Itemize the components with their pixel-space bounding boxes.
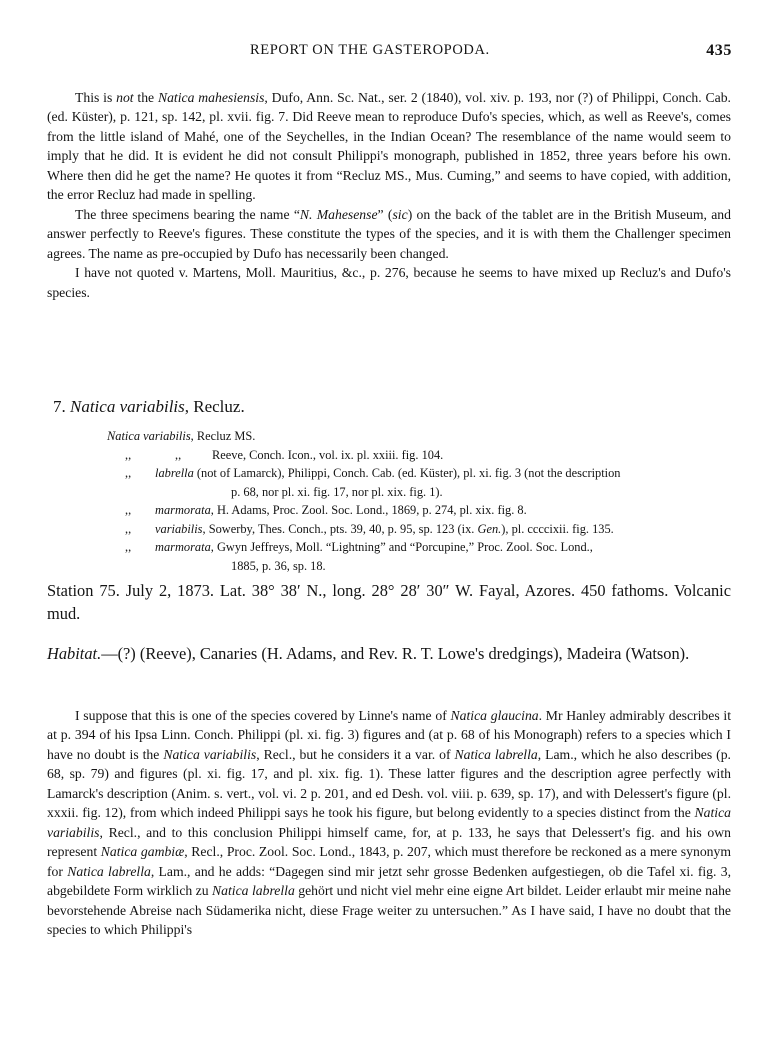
- synonymy-continuation: 1885, p. 36, sp. 18.: [231, 558, 326, 573]
- opening-paragraphs: [47, 88, 731, 302]
- synonymy-list: [107, 427, 727, 575]
- running-title: REPORT ON THE GASTEROPODA.: [250, 42, 490, 58]
- species-author: , Recluz.: [184, 397, 245, 416]
- paragraph-not-mahesiensis: This is not the Natica mahesiensis, Dufo, Ann. Sc. Nat., ser. 2 (1840), vol. xiv. p. 193, nor (?) of Philippi, Conch. Cab. (ed. Küster), p. 121, sp. 142, pl. xvii. fig. 7. Did Reeve mean to reproduce Dufo's species, which, as well as Reeve's, comes from the little island of Mahé, one of the Seychelles, in the Indian Ocean? The resemblance of the name would seem to imply that he did. It is evident he did not consult Philippi's monograph, published in 1852, three years before his own. Where then did he get the name? He quotes it from “Recluz MS., Mus. Cuming,” and seems to have copied, with addition, the error Recluz had made in spelling.: [47, 90, 731, 203]
- species-number: 7.: [53, 397, 66, 416]
- paragraph-martens: I have not quoted v. Martens, Moll. Mauritius, &c., p. 276, because he seems to have mixed up Recluz's and Dufo's species.: [47, 265, 731, 300]
- habitat-record: [47, 643, 731, 666]
- synonymy-entry: ,, marmorata, Gwyn Jeffreys, Moll. “Lightning” and “Porcupine,” Proc. Zool. Soc. Lond.,: [125, 540, 593, 554]
- species-name: Natica variabilis: [70, 397, 185, 416]
- synonymy-entry: Natica variabilis, Recluz MS.: [107, 429, 256, 443]
- synonymy-entry: ,, variabilis, Sowerby, Thes. Conch., pts. 39, 40, p. 95, sp. 123 (ix. Gen.), pl. ccccixii. fig. 135.: [125, 521, 614, 536]
- species-heading: [47, 397, 731, 417]
- station-text: Station 75. July 2, 1873. Lat. 38° 38′ N., long. 28° 28′ 30″ W. Fayal, Azores. 450 fathoms. Volcanic mud.: [47, 581, 731, 623]
- habitat-text: —(?) (Reeve), Canaries (H. Adams, and Rev. R. T. Lowe's dredgings), Madeira (Watson).: [101, 644, 690, 663]
- synonymy-entry: ,, marmorata, H. Adams, Proc. Zool. Soc. Lond., 1869, p. 274, pl. xix. fig. 8.: [125, 503, 527, 517]
- synonymy-entry: ,, ,, Reeve, Conch. Icon., vol. ix. pl. xxiii. fig. 104.: [125, 447, 444, 462]
- synonymy-continuation: p. 68, nor pl. xi. fig. 17, nor pl. xix. fig. 1).: [231, 484, 443, 499]
- discussion-paragraph: [47, 706, 731, 939]
- paragraph-three-specimens: The three specimens bearing the name “N. Mahesense” (sic) on the back of the tablet are in the British Museum, and answer perfectly to Reeve's figures. These constitute the types of the species, and it is with them the Challenger specimen agrees. The name as pre-occupied by Dufo has necessarily been changed.: [47, 206, 731, 261]
- habitat-label: Habitat.: [47, 644, 102, 663]
- synonymy-entry: ,, labrella (not of Lamarck), Philippi, Conch. Cab. (ed. Küster), pl. xi. fig. 3 (not the description: [125, 466, 621, 480]
- station-record: [47, 580, 731, 626]
- page-number: 435: [706, 42, 732, 59]
- paragraph-linne-glaucina: I suppose that this is one of the species covered by Linne's name of Natica glaucina. Mr Hanley admirably describes it at p. 394 of his Ipsa Linn. Conch. Philippi (pl. xi. fig. 3) figures and (at p. 68 of his Monograph) refers to a species which I have no doubt is the Natica variabilis, Recl., but he considers it a var. of Natica labrella, Lam., which he also describes (p. 68, sp. 79) and figures (pl. xi. fig. 17, and pl. xix. fig. 1). These latter figures and the description agree perfectly with Lamarck's description (Anim. s. vert., vol. vi. 2 p. 201, and ed Desh. vol. viii. p. 639, sp. 17), and with Delessert's figure (pl. xxxii. fig. 12), from which indeed Philippi says he took his figure, but belong evidently to a species distinct from the Natica variabilis, Recl., and to this conclusion Philippi himself came, for, at p. 133, he says that Delessert's fig. and his own represent Natica gambiæ, Recl., Proc. Zool. Soc. Lond., 1843, p. 207, which must therefore be reckoned as a mere synonym for Natica labrella, Lam., and he adds: “Dagegen sind mir jetzt sehr grosse Bedenken aufgestiegen, ob die Tafel xi. fig. 3, abgebildete Form wirklich zu Natica labrella gehört und nicht viel mehr eine eigne Art bildet. Leider erlaubt mir meine nahe bevorstehende Abreise nach Südamerika nicht, diese Frage weiter zu untersuchen.” As I have said, I have no doubt that the species to which Philippi's: [47, 708, 731, 937]
